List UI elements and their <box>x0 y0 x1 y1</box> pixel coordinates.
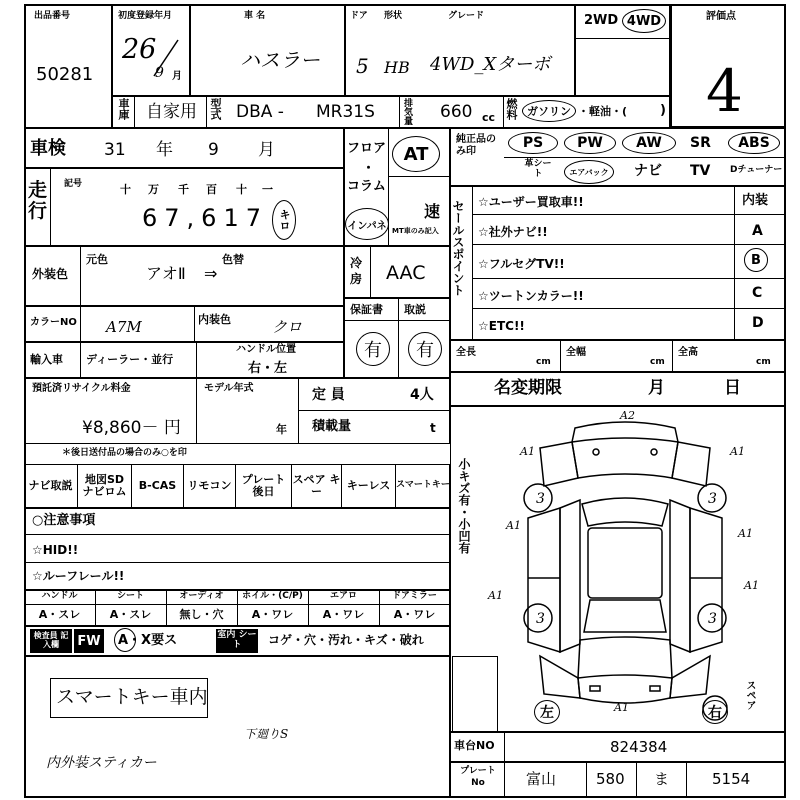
dmg-mark-a1-4: A1 <box>738 527 753 540</box>
mileage-unit: キロ <box>272 200 296 240</box>
cond-header-3: オーディオ <box>179 591 224 602</box>
mileage-value: 67,617 <box>142 204 268 232</box>
model-year-unit: 年 <box>276 423 287 436</box>
acc-remote: リモコン <box>184 464 236 508</box>
opt-ps: PS <box>508 132 558 154</box>
notes-line-1 <box>24 534 450 535</box>
grade: 4WD_Xターボ <box>430 54 551 75</box>
warranty-hdiv <box>344 320 450 321</box>
acc-keyless: キーレス <box>342 464 396 508</box>
symbol-label: 記号 <box>64 179 83 189</box>
drive-4wd: 4WD <box>622 9 666 33</box>
colorno-div <box>80 306 81 342</box>
width-unit: cm <box>650 357 665 367</box>
opt-tv: TV <box>690 163 711 179</box>
cond-value-4: A・ワレ <box>251 608 294 622</box>
grade-label: グレード <box>448 11 485 21</box>
wheel-mark-3: 3 <box>536 611 545 627</box>
interior-b-selected: B <box>744 248 768 272</box>
recycle-label: 預託済リサイクル料金 <box>32 383 131 394</box>
orig-value: アオⅡ <box>146 264 186 283</box>
color-no-value: A7M <box>106 318 142 336</box>
int-div <box>194 306 195 342</box>
lot-label: 出品番号 <box>34 11 71 21</box>
model-code: MR31S <box>316 102 375 122</box>
recycle-div2 <box>298 378 299 444</box>
displacement-label: 排気量 <box>402 98 412 125</box>
opt-dtuner: Dチューナー <box>730 165 783 175</box>
opt-airbag: エアバック <box>564 160 614 184</box>
options-hdiv <box>504 157 786 158</box>
car-diagram <box>500 408 750 728</box>
car-name-label: 車 名 <box>244 11 266 21</box>
digit-5: 十 <box>236 183 247 196</box>
load-label: 積載量 <box>312 419 352 434</box>
inspection-year-unit: 年 <box>156 140 173 160</box>
capacity-label: 定 員 <box>312 387 345 403</box>
plate-number: 5154 <box>712 770 751 788</box>
import-label: 輸入車 <box>30 353 63 366</box>
digit-3: 千 <box>178 183 189 196</box>
plate-label: プレートNo <box>460 766 496 788</box>
digit-4: 百 <box>206 183 217 196</box>
fuel-label: 燃料 <box>505 98 518 120</box>
color-no-label: カラーNO <box>30 317 77 328</box>
plate-vline-3 <box>636 762 637 798</box>
color-div <box>80 246 81 306</box>
inspector-rating-circle <box>114 628 136 652</box>
cond-value-6: A・ワレ <box>393 608 436 622</box>
at-selected: AT <box>392 136 440 172</box>
model-label: 型式 <box>209 98 222 120</box>
handle-value: 右・左 <box>248 361 288 376</box>
sales-item-1: ☆ユーザー買取車!! <box>478 195 584 209</box>
div4 <box>503 96 504 128</box>
opt-sr: SR <box>690 135 711 151</box>
height-label: 全高 <box>678 347 698 358</box>
dmg-mark-a1-6: A1 <box>744 579 759 592</box>
digit-1: 十 <box>120 183 131 196</box>
div2 <box>206 96 207 128</box>
chassis-label: 車台NO <box>454 739 495 752</box>
color-arrow: ⇒ <box>204 264 218 283</box>
height-unit: cm <box>756 357 771 367</box>
name-change-label: 名変期限 <box>494 378 562 398</box>
plate-vline-2 <box>586 762 587 798</box>
rating-label: 評価点 <box>706 11 736 22</box>
sales-item-4: ☆ツートンカラー!! <box>478 289 584 303</box>
column-label: コラム <box>347 179 386 194</box>
interior-label: 内装 <box>742 193 769 208</box>
plate-class: 580 <box>596 770 625 788</box>
inspector-fw: FW <box>74 629 104 653</box>
recycle-hdiv <box>298 410 450 411</box>
fuel-other: ・軽油・( <box>578 105 628 118</box>
opt-aw: AW <box>622 132 676 154</box>
diagram-spare: スペア <box>744 680 755 710</box>
inpane: インパネ <box>345 208 389 240</box>
cond-header-4: ホイル・(C/P) <box>242 591 303 602</box>
chassis-value: 824384 <box>610 738 668 756</box>
usage: 自家用 <box>146 102 197 122</box>
remarks-text: スマートキー車内 <box>56 686 208 708</box>
note-2: ☆ルーフレール!! <box>32 569 125 583</box>
month-unit: 月 <box>172 71 182 82</box>
lot-number: 50281 <box>36 64 94 85</box>
acc-bcas: B-CAS <box>132 464 184 508</box>
opt-navi: ナビ <box>634 163 662 179</box>
mileage-div <box>50 168 51 246</box>
notes-line-2 <box>24 562 450 563</box>
cond-value-5: A・ワレ <box>322 608 365 622</box>
warranty-label: 保証書 <box>350 303 383 316</box>
inspector-label: 検査員 記入欄 <box>30 629 72 653</box>
displacement: 660 <box>440 102 473 122</box>
capacity-value: 4人 <box>410 387 434 403</box>
plate-region: 富山 <box>526 770 557 788</box>
inspector-interior: 室内 シート <box>216 629 258 653</box>
sales-row-line-1 <box>472 214 786 215</box>
sales-item-5: ☆ETC!! <box>478 319 525 333</box>
acc-smart-key: スマートキー <box>396 480 450 491</box>
fuel-close: ) <box>660 103 666 118</box>
diagram-left: 左 <box>534 700 560 724</box>
size-div1 <box>560 340 561 372</box>
opt-leather: 革シート <box>524 159 552 179</box>
opt-pw: PW <box>564 132 616 154</box>
shape-label: 形状 <box>384 11 403 21</box>
interior-d: D <box>752 315 764 331</box>
body-shape: HB <box>384 58 410 77</box>
reg-year: 26 <box>122 34 157 65</box>
aircon-div <box>370 246 371 298</box>
size-div2 <box>672 340 673 372</box>
sales-row-line-4 <box>472 308 786 309</box>
car-name: ハスラー <box>240 48 320 72</box>
acc-navi-manual: ナビ取説 <box>24 464 78 508</box>
dmg-mark-a1-1: A1 <box>520 445 535 458</box>
dmg-mark-a1-5: A1 <box>488 589 503 602</box>
sales-label: セールスポイント <box>451 200 465 296</box>
reg-label: 初度登録年月 <box>118 11 173 21</box>
width-label: 全幅 <box>566 347 586 358</box>
doors: 5 <box>356 54 369 78</box>
acc-spare-key: スペア キー <box>292 464 342 508</box>
warranty-value: 有 <box>356 332 390 366</box>
ext-label: 外装色 <box>32 267 69 281</box>
aircon-value: AAC <box>386 262 426 284</box>
model-prefix: DBA - <box>236 102 284 122</box>
note-1: ☆HID!! <box>32 543 79 557</box>
remarks-handwritten-2: 内外装スティカー <box>46 755 157 771</box>
sales-item-2: ☆社外ナビ!! <box>478 225 548 239</box>
import-div <box>80 342 81 378</box>
digit-6: 一 <box>262 183 273 196</box>
manual-value: 有 <box>408 332 442 366</box>
plate-vline-4 <box>686 762 687 798</box>
cond-header-2: シート <box>116 591 144 602</box>
sales-row-line-2 <box>472 244 786 245</box>
notes-title: ○注意事項 <box>32 513 96 528</box>
load-unit: t <box>430 421 436 435</box>
recycle-amount: ¥8,860－ 円 <box>82 418 181 438</box>
div1 <box>134 96 135 128</box>
inspection-label: 車検 <box>30 138 66 159</box>
aircon-label: 冷房 <box>350 256 363 286</box>
displacement-unit: cc <box>482 111 496 124</box>
recycle-div1 <box>196 378 197 444</box>
options-label: 純正品のみ印 <box>456 134 496 157</box>
diagram-small-box <box>452 656 498 732</box>
length-label: 全長 <box>456 347 476 358</box>
model-year-label: モデル年式 <box>204 383 254 394</box>
cond-value-2: A・スレ <box>109 608 152 622</box>
sales-div <box>472 186 473 340</box>
manual-label: 取説 <box>404 303 426 316</box>
diagram-side-label: 小キズ有・小凹有 <box>457 458 471 554</box>
length-unit: cm <box>536 357 551 367</box>
import-value: ディーラー・並行 <box>86 353 174 366</box>
dmg-mark-a2: A2 <box>620 409 635 422</box>
dmg-mark-a1-7: A1 <box>614 701 629 714</box>
cond-value-1: A・スレ <box>38 608 81 622</box>
interior-div <box>734 186 735 340</box>
cond-header-6: ドアミラー <box>392 591 437 602</box>
shift-dot: ・ <box>362 161 376 176</box>
plate-vline-1 <box>504 762 505 798</box>
handle-div <box>196 342 197 378</box>
remarks-handwritten-1: 下廻りS <box>244 727 289 741</box>
chassis-div <box>504 732 505 762</box>
inspection-year: 31 <box>104 140 126 160</box>
wheel-mark-1: 3 <box>536 491 545 507</box>
drive-2wd: 2WD <box>584 13 619 28</box>
name-change-day: 日 <box>724 378 741 398</box>
int-label: 内装色 <box>198 313 231 326</box>
shift-hdiv <box>388 176 450 177</box>
wheel-mark-4: 3 <box>708 611 717 627</box>
diagram-right: 右 <box>702 700 728 724</box>
sales-row-line-3 <box>472 278 786 279</box>
usage-label: 車庫 <box>117 98 130 120</box>
door-label: ドア <box>350 11 368 21</box>
plate-kana: ま <box>654 770 670 788</box>
div3 <box>399 96 400 128</box>
opt-abs: ABS <box>728 132 780 154</box>
name-change-month: 月 <box>648 378 665 398</box>
cond-header-1: ハンドル <box>41 591 78 602</box>
orig-label: 元色 <box>86 253 108 266</box>
cond-value-3: 無し・穴 <box>179 608 224 622</box>
accessories-note: ＊後日送付品の場合のみ○を印 <box>62 448 187 458</box>
dmg-mark-a1-2: A1 <box>730 445 745 458</box>
wheel-mark-2: 3 <box>708 491 717 507</box>
inspector-damage: コゲ・穴・汚れ・キズ・破れ <box>268 633 424 647</box>
interior-c: C <box>752 285 763 301</box>
digit-2: 万 <box>148 183 159 196</box>
import-box <box>24 342 344 378</box>
inspection-month-unit: 月 <box>258 140 275 160</box>
int-value: クロ <box>272 318 303 336</box>
acc-plate: プレート 後日 <box>236 464 292 508</box>
handle-label: ハンドル位置 <box>236 344 296 355</box>
mt-note: MT車のみ記入 <box>392 227 439 235</box>
fuel-gas: ガソリン <box>522 100 576 122</box>
floor-label: フロア <box>347 141 387 156</box>
rating-value: 4 <box>706 57 743 125</box>
reg-month: 9 <box>155 65 164 81</box>
speed-label: 速 <box>424 202 441 221</box>
sales-item-3: ☆フルセグTV!! <box>478 257 565 271</box>
cond-header-5: エアロ <box>329 591 357 602</box>
acc-map-sd: 地図SD ナビロム <box>78 464 132 508</box>
warranty-vdiv <box>398 298 399 378</box>
mileage-label: 走行 <box>28 179 48 222</box>
drive-divider <box>575 38 670 39</box>
size-box <box>450 340 786 372</box>
inspector-rating: A・X要ス <box>118 633 178 648</box>
inspection-box <box>24 128 344 168</box>
repaint-label: 色替 <box>222 253 244 266</box>
dmg-mark-a1-3: A1 <box>506 519 521 532</box>
inspection-month: 9 <box>208 140 219 160</box>
interior-a: A <box>752 223 763 239</box>
